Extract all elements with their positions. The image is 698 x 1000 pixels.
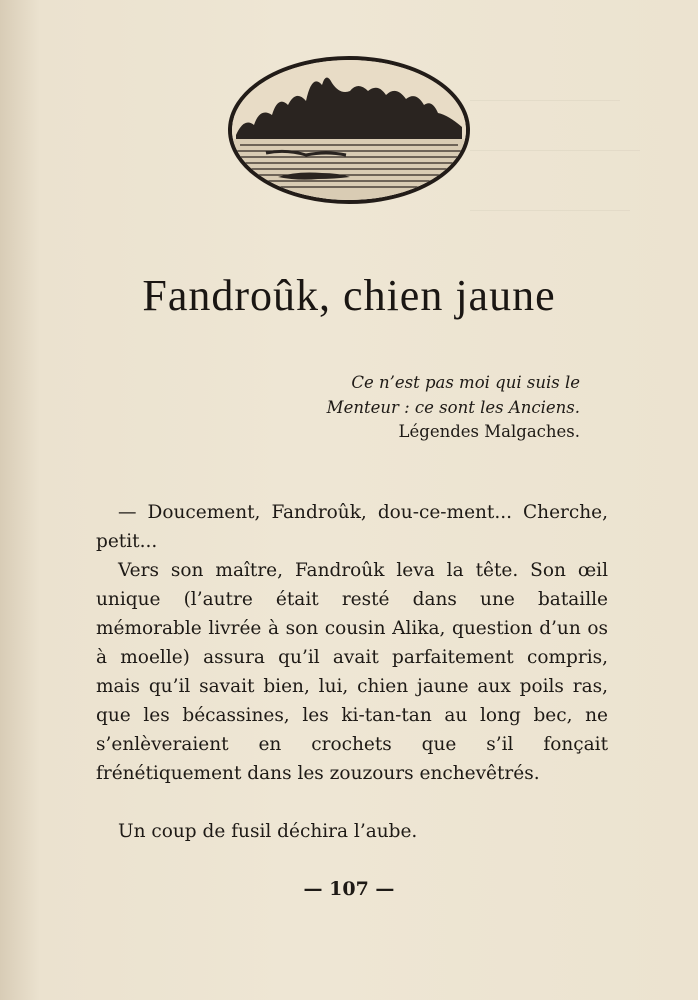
paragraph: Vers son maître, Fandroûk leva la tête. Son œil unique (l’autre était resté dans une bataille mémorable livrée à son cousin Alika, question d’un os à moelle) assura qu’il avait parfaitement compris, mais qu’il savait bien, lui, chien jaune aux poils ras, que les bécassines, les ki-tan-tan au long bec, ne s’enlèveraient en crochets que s’il fonçait frénétiquement dans les zouzours enchevêtrés. xyxy=(96,560,608,784)
paragraph: Un coup de fusil déchira l’aube. xyxy=(118,821,418,842)
epigraph-source: Légendes Malgaches. xyxy=(398,422,580,441)
epigraph xyxy=(220,368,580,426)
show-through-text xyxy=(470,210,630,211)
epigraph-line: Ce n’est pas moi qui suis le xyxy=(351,373,580,392)
epigraph-line: Menteur : ce sont les Anciens. xyxy=(326,398,580,417)
page-number: — 107 — xyxy=(303,878,395,900)
chapter-title: Fandroûk, chien jaune xyxy=(142,271,556,320)
show-through-text xyxy=(470,100,620,101)
show-through-text xyxy=(470,150,640,151)
paragraph: — Doucement, Fandroûk, dou-ce-ment... Cherche, petit... xyxy=(96,502,608,552)
lake-vignette-illustration xyxy=(226,55,472,205)
